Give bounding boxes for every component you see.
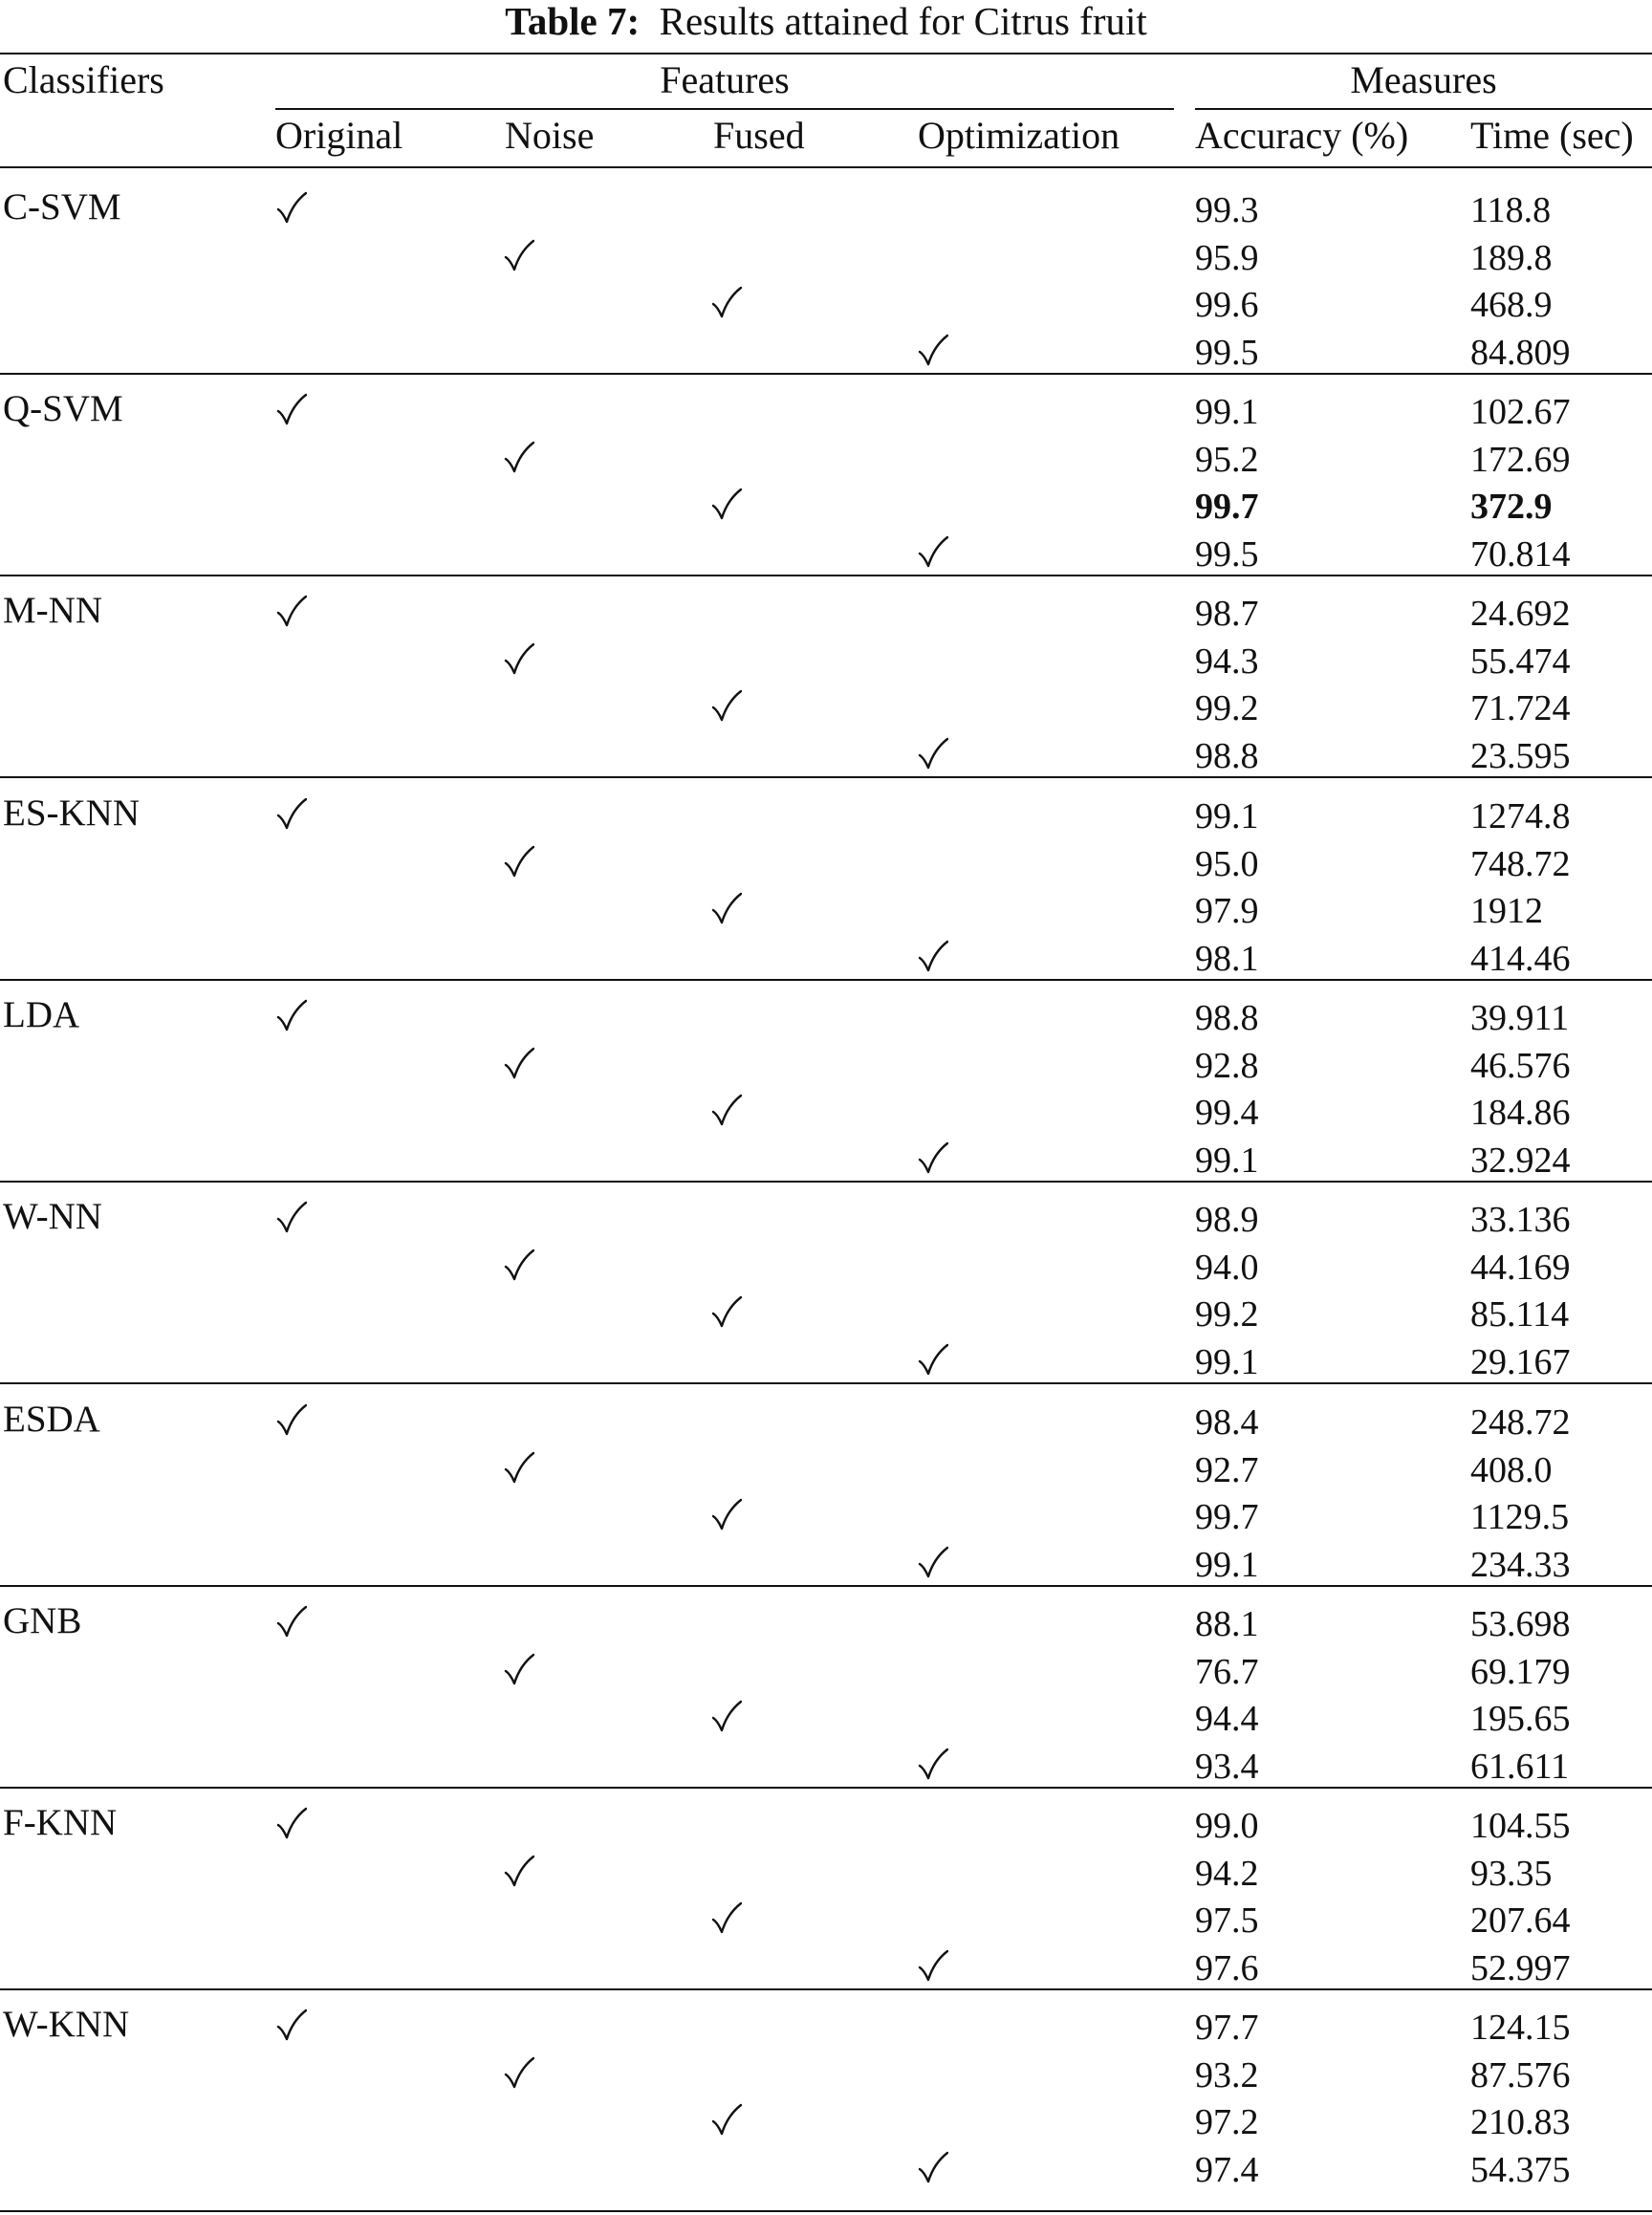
time-value: 248.72	[1470, 1402, 1571, 1443]
group-separator-rule	[0, 979, 1652, 981]
time-value: 468.9	[1470, 285, 1553, 325]
accuracy-value: 98.8	[1195, 998, 1259, 1038]
accuracy-value: 99.5	[1195, 332, 1259, 373]
time-value: 104.55	[1470, 1806, 1571, 1846]
time-value: 23.595	[1470, 735, 1571, 776]
checkmark-icon	[918, 940, 948, 979]
accuracy-value: 98.7	[1195, 594, 1259, 634]
measures-group-rule	[1195, 108, 1652, 110]
classifiers-header: Classifiers	[3, 58, 164, 101]
column-header-original: Original	[275, 114, 403, 157]
time-value: 172.69	[1470, 439, 1571, 480]
column-header-noise: Noise	[505, 114, 595, 157]
checkmark-icon	[918, 334, 948, 373]
checkmark-icon	[504, 1653, 534, 1692]
group-separator-rule	[0, 1585, 1652, 1587]
classifier-name: F-KNN	[3, 1802, 118, 1843]
accuracy-value: 99.1	[1195, 1544, 1259, 1585]
accuracy-value: 99.1	[1195, 796, 1259, 836]
classifier-name: LDA	[3, 994, 80, 1035]
accuracy-value: 93.4	[1195, 1746, 1259, 1787]
checkmark-icon	[504, 1451, 534, 1490]
checkmark-icon	[276, 1605, 307, 1644]
features-group-rule	[275, 108, 1174, 110]
checkmark-icon	[276, 393, 307, 432]
accuracy-value: 94.2	[1195, 1853, 1259, 1894]
checkmark-icon	[504, 642, 534, 682]
accuracy-value: 94.0	[1195, 1247, 1259, 1288]
features-header: Features	[660, 58, 790, 101]
checkmark-icon	[918, 535, 948, 575]
accuracy-value: 97.2	[1195, 2102, 1259, 2142]
checkmark-icon	[276, 797, 307, 836]
classifier-name: M-NN	[3, 590, 102, 631]
accuracy-value: 99.5	[1195, 533, 1259, 575]
checkmark-icon	[504, 239, 534, 278]
time-value: 24.692	[1470, 594, 1571, 634]
table-bottom-rule	[0, 2210, 1652, 2212]
checkmark-icon	[918, 1141, 948, 1181]
classifier-name: W-NN	[3, 1196, 102, 1237]
accuracy-value: 99.7	[1195, 487, 1259, 527]
caption-text: Results attained for Citrus fruit	[659, 0, 1147, 43]
group-separator-rule	[0, 1181, 1652, 1183]
checkmark-icon	[711, 689, 742, 728]
checkmark-icon	[918, 1343, 948, 1382]
caption-label: Table 7:	[505, 0, 641, 43]
accuracy-value: 99.3	[1195, 190, 1259, 230]
accuracy-value: 95.2	[1195, 439, 1259, 480]
checkmark-icon	[711, 1094, 742, 1133]
accuracy-value: 88.1	[1195, 1604, 1259, 1644]
checkmark-icon	[276, 2009, 307, 2048]
checkmark-icon	[711, 1295, 742, 1335]
time-value: 408.0	[1470, 1449, 1553, 1490]
column-header-optimization: Optimization	[918, 114, 1120, 157]
accuracy-value: 95.9	[1195, 237, 1259, 278]
checkmark-icon	[504, 845, 534, 884]
time-value: 124.15	[1470, 2008, 1571, 2048]
classifier-name: ESDA	[3, 1399, 100, 1440]
time-value: 87.576	[1470, 2054, 1571, 2096]
header-bottom-rule	[0, 166, 1652, 168]
accuracy-value: 93.2	[1195, 2054, 1259, 2096]
group-separator-rule	[0, 575, 1652, 576]
checkmark-icon	[711, 1901, 742, 1941]
column-header-accuracy: Accuracy (%)	[1195, 114, 1409, 157]
time-value: 1274.8	[1470, 796, 1571, 836]
time-value: 189.8	[1470, 237, 1553, 278]
checkmark-icon	[711, 488, 742, 527]
accuracy-value: 99.0	[1195, 1806, 1259, 1846]
accuracy-value: 99.2	[1195, 1294, 1259, 1335]
checkmark-icon	[504, 1047, 534, 1086]
time-value: 210.83	[1470, 2102, 1571, 2142]
accuracy-value: 97.4	[1195, 2149, 1259, 2190]
time-value: 39.911	[1470, 998, 1570, 1038]
accuracy-value: 92.8	[1195, 1045, 1259, 1086]
accuracy-value: 95.0	[1195, 843, 1259, 884]
group-separator-rule	[0, 776, 1652, 778]
accuracy-value: 99.1	[1195, 1140, 1259, 1181]
time-value: 70.814	[1470, 533, 1571, 575]
classifier-name: GNB	[3, 1600, 82, 1641]
accuracy-value: 99.6	[1195, 285, 1259, 325]
time-value: 44.169	[1470, 1247, 1571, 1288]
column-header-time: Time (sec)	[1470, 114, 1634, 157]
time-value: 195.65	[1470, 1699, 1571, 1739]
accuracy-value: 99.2	[1195, 688, 1259, 728]
time-value: 414.46	[1470, 938, 1571, 979]
accuracy-value: 97.7	[1195, 2008, 1259, 2048]
time-value: 118.8	[1470, 190, 1552, 230]
checkmark-icon	[504, 1249, 534, 1288]
checkmark-icon	[711, 892, 742, 931]
checkmark-icon	[276, 595, 307, 634]
accuracy-value: 99.1	[1195, 1341, 1259, 1382]
time-value: 46.576	[1470, 1045, 1571, 1086]
checkmark-icon	[711, 286, 742, 325]
time-value: 1129.5	[1470, 1497, 1570, 1537]
accuracy-value: 76.7	[1195, 1651, 1259, 1692]
accuracy-value: 97.6	[1195, 1947, 1259, 1988]
time-value: 93.35	[1470, 1853, 1553, 1894]
time-value: 748.72	[1470, 843, 1571, 884]
checkmark-icon	[504, 441, 534, 480]
group-separator-rule	[0, 1382, 1652, 1384]
time-value: 61.611	[1470, 1746, 1570, 1787]
accuracy-value: 98.9	[1195, 1200, 1259, 1240]
accuracy-value: 98.8	[1195, 735, 1259, 776]
time-value: 69.179	[1470, 1651, 1571, 1692]
checkmark-icon	[918, 1546, 948, 1585]
time-value: 71.724	[1470, 688, 1571, 728]
time-value: 32.924	[1470, 1140, 1571, 1181]
time-value: 372.9	[1470, 487, 1553, 527]
checkmark-icon	[276, 1403, 307, 1443]
classifier-name: Q-SVM	[3, 388, 123, 429]
accuracy-value: 98.1	[1195, 938, 1259, 979]
checkmark-icon	[918, 1748, 948, 1787]
time-value: 234.33	[1470, 1544, 1571, 1585]
accuracy-value: 98.4	[1195, 1402, 1259, 1443]
accuracy-value: 92.7	[1195, 1449, 1259, 1490]
time-value: 53.698	[1470, 1604, 1571, 1644]
accuracy-value: 97.5	[1195, 1900, 1259, 1941]
time-value: 54.375	[1470, 2149, 1571, 2190]
time-value: 52.997	[1470, 1947, 1571, 1988]
checkmark-icon	[276, 1201, 307, 1240]
checkmark-icon	[918, 2151, 948, 2190]
time-value: 55.474	[1470, 641, 1571, 682]
accuracy-value: 99.1	[1195, 392, 1259, 432]
accuracy-value: 97.9	[1195, 891, 1259, 931]
checkmark-icon	[711, 2103, 742, 2142]
table-top-rule	[0, 53, 1652, 54]
time-value: 84.809	[1470, 332, 1571, 373]
checkmark-icon	[504, 2056, 534, 2096]
time-value: 85.114	[1470, 1294, 1570, 1335]
group-separator-rule	[0, 373, 1652, 375]
checkmark-icon	[276, 999, 307, 1038]
column-header-fused: Fused	[713, 114, 805, 157]
time-value: 102.67	[1470, 392, 1571, 432]
time-value: 207.64	[1470, 1900, 1571, 1941]
checkmark-icon	[276, 191, 307, 230]
checkmark-icon	[918, 737, 948, 776]
time-value: 33.136	[1470, 1200, 1571, 1240]
checkmark-icon	[711, 1700, 742, 1739]
accuracy-value: 94.3	[1195, 641, 1259, 682]
time-value: 29.167	[1470, 1341, 1571, 1382]
accuracy-value: 99.7	[1195, 1497, 1259, 1537]
classifier-name: C-SVM	[3, 186, 121, 228]
checkmark-icon	[918, 1949, 948, 1988]
accuracy-value: 94.4	[1195, 1699, 1259, 1739]
classifier-name: ES-KNN	[3, 793, 140, 834]
time-value: 184.86	[1470, 1093, 1571, 1133]
checkmark-icon	[276, 1807, 307, 1846]
group-separator-rule	[0, 1787, 1652, 1789]
accuracy-value: 99.4	[1195, 1093, 1259, 1133]
checkmark-icon	[711, 1498, 742, 1537]
time-value: 1912	[1470, 891, 1543, 931]
checkmark-icon	[504, 1855, 534, 1894]
group-separator-rule	[0, 1988, 1652, 1990]
table-caption	[0, 0, 1652, 42]
measures-header: Measures	[1350, 58, 1497, 101]
classifier-name: W-KNN	[3, 2004, 130, 2045]
